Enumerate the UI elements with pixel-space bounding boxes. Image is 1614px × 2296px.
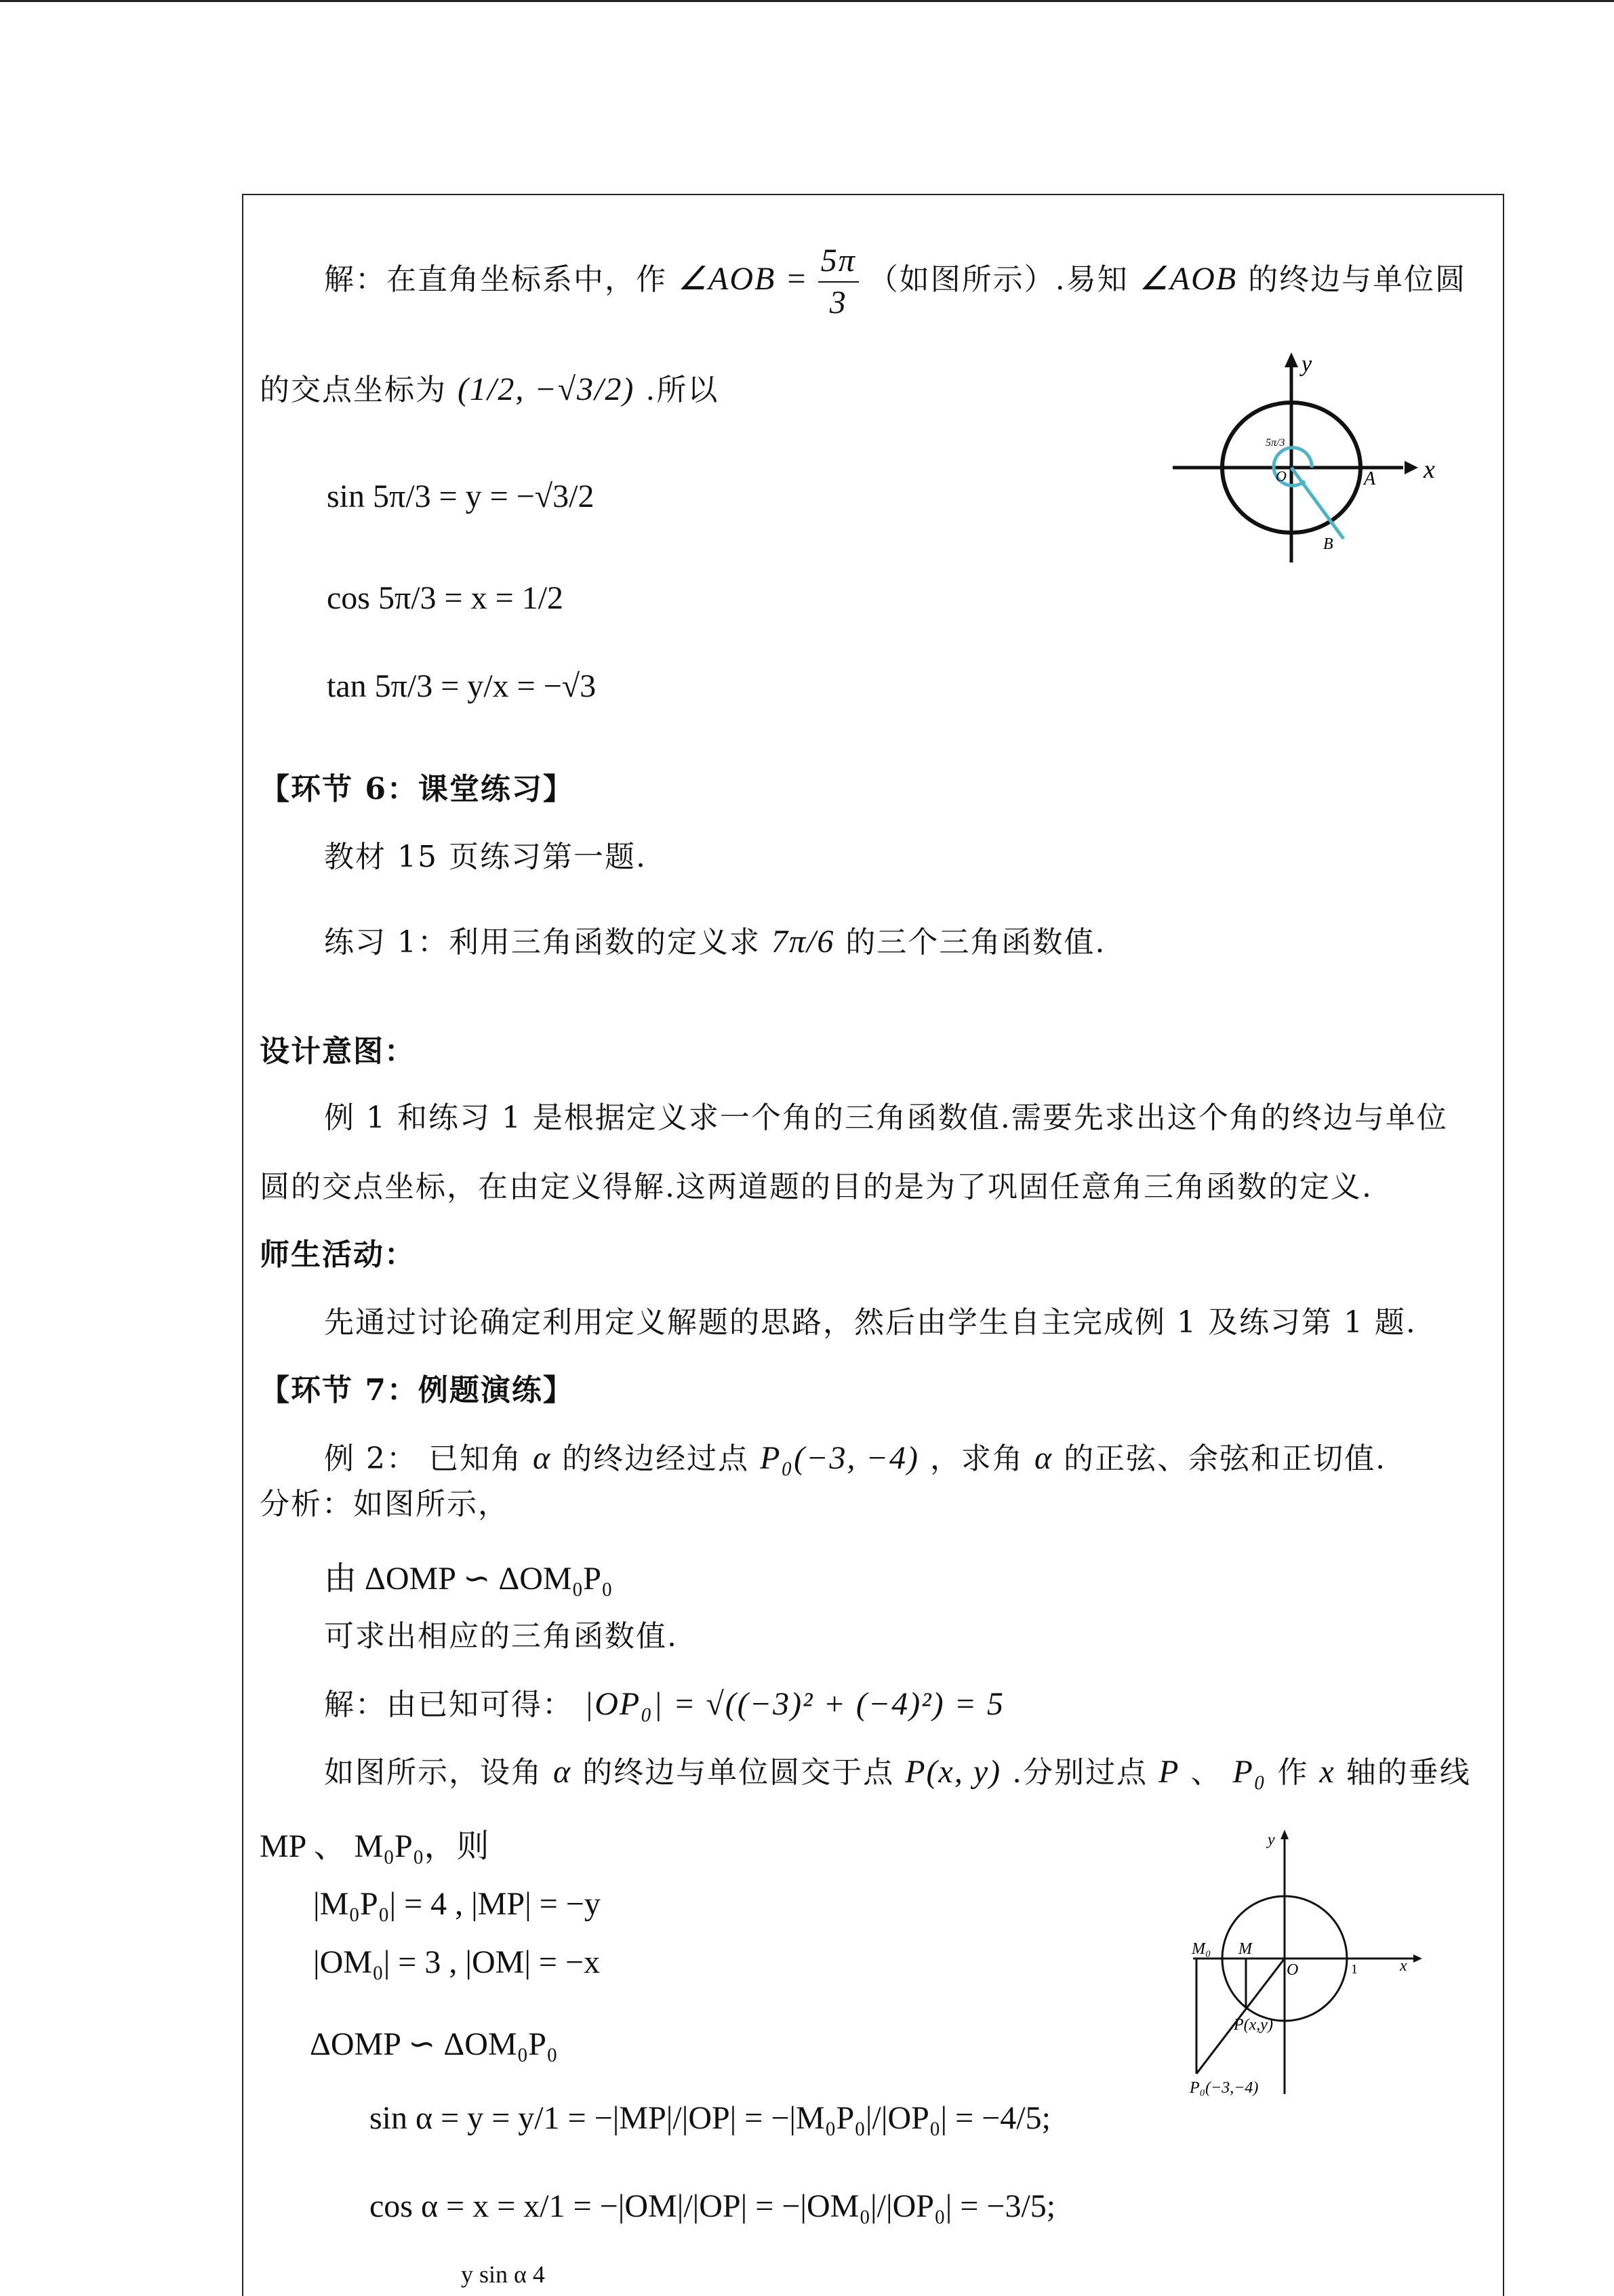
- x-axis-arrow: [1405, 461, 1418, 474]
- origin-label: O: [1276, 468, 1287, 485]
- text: 练习 1：利用三角函数的定义求: [324, 925, 761, 960]
- textbook-exercise: 教材 15 页练习第一题.: [324, 840, 647, 874]
- x-var: x: [1319, 1754, 1335, 1790]
- tan-alpha-partial: y sin α 4: [461, 2261, 545, 2288]
- angle-name: ∠AOB: [1139, 261, 1238, 298]
- text: 的终边经过点: [562, 1441, 750, 1476]
- sin-alpha-eq: sin α = y = y/1 = −|MP|/|OP| = −|M₀P₀|/|OP₀| = −4/5;: [369, 2100, 1051, 2136]
- activity-heading: 师生活动：: [260, 1237, 416, 1272]
- point-b-label: B: [1323, 535, 1333, 553]
- example-2: [324, 1438, 1386, 1479]
- y-label: y: [1268, 1831, 1275, 1849]
- text: 的正弦、余弦和正切值.: [1064, 1441, 1387, 1476]
- point-p-label: P(x,y): [1234, 2016, 1273, 2034]
- text: 解：在直角坐标系中，作: [324, 262, 667, 298]
- point-p: P(x, y): [905, 1754, 1002, 1790]
- text: （如图所示）.易知: [868, 262, 1129, 298]
- point-a-label: A: [1364, 468, 1376, 489]
- text: ，求角: [929, 1441, 1024, 1476]
- unit-tick-label: 1: [1351, 1962, 1358, 1977]
- m0-label: M₀: [1192, 1940, 1211, 1958]
- text: .分别过点: [1012, 1755, 1148, 1790]
- point-p0-label: P₀(−3,−4): [1190, 2079, 1259, 2097]
- text: 解：由已知可得：: [324, 1687, 573, 1722]
- x-label: x: [1424, 455, 1435, 484]
- text: 、: [1190, 1755, 1222, 1790]
- text: 如图所示，设角: [324, 1755, 542, 1790]
- section7-heading: 【环节 7：例题演练】: [260, 1373, 574, 1408]
- m-label: M: [1238, 1940, 1252, 1958]
- op0-length: |OP₀| = √((−3)² + (−4)²) = 5: [584, 1686, 1005, 1722]
- x-label: x: [1400, 1957, 1407, 1975]
- unit-circle-figure-2: [1179, 1823, 1424, 2101]
- unit-circle-figure-1: [1166, 346, 1457, 569]
- solution2-start: [324, 1684, 1005, 1725]
- text: 例 2： 已知角: [324, 1441, 522, 1476]
- lengths-1: |M₀P₀| = 4 , |MP| = −y: [313, 1886, 601, 1922]
- solution2-line2: [324, 1752, 1471, 1793]
- page-top-rule: [0, 0, 1614, 2]
- solution1-line2: [260, 369, 719, 411]
- design-p2: 圆的交点坐标，在由定义得解.这两道题的目的是为了巩固任意角三角函数的定义.: [260, 1170, 1373, 1204]
- intersection-point: (1/2, −√3/2): [458, 371, 635, 407]
- text: 的交点坐标为: [260, 373, 447, 407]
- exercise-angle: 7π/6: [771, 924, 835, 960]
- angle-expr: ∠AOB = $\frac{5\pi}{3}$: [678, 261, 868, 297]
- point-p0: P₀(−3, −4): [760, 1440, 919, 1476]
- cos-alpha-eq: cos α = x = x/1 = −|OM|/|OP| = −|OM₀|/|OP₀| = −3/5;: [369, 2188, 1056, 2224]
- y-axis-arrow: [1285, 352, 1298, 367]
- text: .所以: [645, 373, 719, 407]
- text: 的终边与单位圆交于点: [582, 1755, 895, 1790]
- eq-sin-5pi3: sin 5π/3 = y = −√3/2: [327, 478, 594, 514]
- section6-heading: 【环节 6：课堂练习】: [260, 772, 574, 806]
- angle-label: 5π/3: [1266, 437, 1285, 449]
- text: 的三个三角函数值.: [845, 925, 1106, 960]
- derive-note: 可求出相应的三角函数值.: [324, 1619, 678, 1654]
- perpendiculars: MP 、 M₀P₀，则: [260, 1828, 489, 1864]
- similar-triangles: 由 ΔOMP ∽ ΔOM₀P₀: [324, 1561, 613, 1597]
- eq-tan-5pi3: tan 5π/3 = y/x = −√3: [327, 668, 597, 704]
- solution1-line1: [324, 241, 1466, 323]
- analysis: 分析：如图所示，: [260, 1487, 509, 1521]
- y-axis-arrow: [1280, 1830, 1289, 1839]
- design-heading: 设计意图：: [260, 1034, 416, 1069]
- text: 作: [1277, 1755, 1309, 1790]
- alpha: α: [553, 1754, 572, 1790]
- lengths-2: |OM₀| = 3 , |OM| = −x: [313, 1944, 601, 1980]
- origin-label: O: [1287, 1961, 1299, 1979]
- eq-cos-5pi3: cos 5π/3 = x = 1/2: [327, 580, 564, 616]
- x-axis-arrow: [1413, 1954, 1422, 1963]
- alpha: α: [1034, 1440, 1053, 1476]
- y-label: y: [1302, 352, 1312, 377]
- design-p1: 例 1 和练习 1 是根据定义求一个角的三角函数值.需要先求出这个角的终边与单位: [324, 1101, 1448, 1135]
- p0-label: P₀: [1232, 1754, 1267, 1790]
- similar-triangles-2: ΔOMP ∽ ΔOM₀P₀: [310, 2026, 558, 2062]
- p-label: P: [1158, 1754, 1180, 1790]
- text: 轴的垂线: [1346, 1755, 1471, 1790]
- exercise-1: [324, 922, 1106, 963]
- text: 的终边与单位圆: [1248, 262, 1467, 298]
- activity-p1: 先通过讨论确定利用定义解题的思路，然后由学生自主完成例 1 及练习第 1 题.: [324, 1305, 1417, 1340]
- alpha: α: [532, 1440, 552, 1476]
